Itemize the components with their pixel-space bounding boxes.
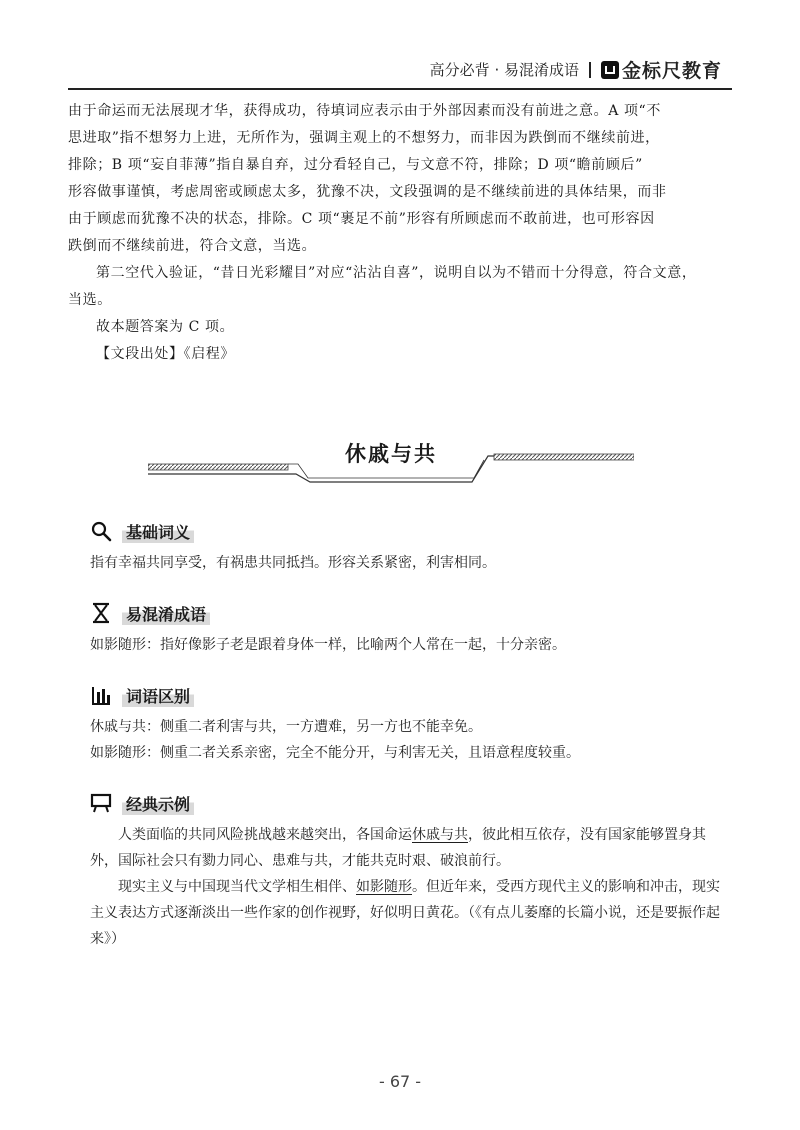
example-text: 。但近年来，受西方现代主义的影响和冲击，现实主义表达方式逐渐淡出一些作家的创作视野，好似明日黄花。（《有点儿萎靡的长篇小说，还是要振作起来》） — [90, 879, 720, 947]
basic-meaning-text: 指有幸福共同享受，有祸患共同抵挡。形容关系紧密，利害相同。 — [90, 555, 496, 571]
section-confusable-idiom — [90, 600, 730, 658]
magnifier-icon — [90, 520, 112, 542]
example-paragraph — [90, 874, 730, 952]
header-title: 高分必背 · 易混淆成语 — [429, 61, 579, 79]
section-heading — [90, 682, 730, 708]
explanation-line: 思进取”指不想努力上进，无所作为，强调主观上的不想努力，而非因为跌倒而不继续前进， — [68, 130, 660, 146]
section-title: 词语区别 — [122, 684, 194, 707]
idiom-title-banner — [148, 434, 634, 490]
brand-name: 金标尺教育 — [621, 60, 722, 82]
section-heading — [90, 518, 730, 544]
example-term: 休戚与共 — [412, 827, 468, 843]
explanation-block — [68, 98, 732, 368]
answer-line: 故本题答案为 C 项。 — [96, 319, 235, 335]
explanation-line: 跌倒而不继续前进，符合文意，当选。 — [68, 238, 317, 254]
brand-logo — [601, 56, 722, 83]
page-header — [430, 56, 722, 83]
section-heading — [90, 790, 730, 816]
section-title: 基础词义 — [122, 520, 194, 543]
easel-icon — [90, 792, 112, 814]
brand-logo-icon — [601, 61, 619, 79]
hourglass-icon — [90, 602, 112, 624]
section-body — [90, 714, 730, 766]
explanation-line: 排除；B 项“妄自菲薄”指自暴自弃，过分看轻自己，与文意不符，排除；D 项“瞻前顾后” — [68, 157, 643, 173]
section-heading — [90, 600, 730, 626]
example-text: 人类面临的共同风险挑战越来越突出，各国命运 — [118, 827, 412, 843]
section-body — [90, 822, 730, 952]
example-paragraph — [90, 822, 730, 874]
section-title: 经典示例 — [122, 792, 194, 815]
section-classic-example — [90, 790, 730, 952]
second-blank-line: 当选。 — [68, 292, 112, 308]
source-line: 【文段出处】《启程》 — [96, 346, 235, 362]
idiom-title: 休戚与共 — [345, 441, 437, 466]
section-title: 易混淆成语 — [122, 602, 210, 625]
difference-line: 如影随形：侧重二者关系亲密，完全不能分开，与利害无关，且语意程度较重。 — [90, 745, 580, 761]
bar-chart-icon — [90, 684, 112, 706]
header-divider — [589, 62, 591, 78]
explanation-line: 形容做事谨慎，考虑周密或顾虑太多，犹豫不决，文段强调的是不继续前进的具体结果，而非 — [68, 184, 667, 200]
section-basic-meaning — [90, 518, 730, 576]
confusable-idiom-text: 如影随形：指好像影子老是跟着身体一样，比喻两个人常在一起，十分亲密。 — [90, 637, 566, 653]
section-word-difference — [90, 682, 730, 766]
difference-line: 休戚与共：侧重二者利害与共，一方遭难，另一方也不能幸免。 — [90, 719, 482, 735]
second-blank-line: 第二空代入验证，“昔日光彩耀目”对应“沾沾自喜”，说明自以为不错而十分得意，符合文意， — [96, 265, 697, 281]
example-text: ，彼此相互依存，没有国家能够置身其外，国际社会只有勠力同心、患难与共，才能共克时艰、破浪前行。 — [90, 827, 706, 869]
explanation-line: 由于命运而无法展现才华，获得成功，待填词应表示由于外部因素而没有前进之意。A 项“不 — [68, 103, 661, 119]
header-rule — [68, 88, 732, 90]
explanation-line: 由于顾虑而犹豫不决的状态，排除。C 项“裹足不前”形容有所顾虑而不敢前进，也可形容因 — [68, 211, 655, 227]
section-body — [90, 632, 730, 658]
section-body — [90, 550, 730, 576]
page-number: - 67 - — [378, 1072, 422, 1091]
example-term: 如影随形 — [356, 879, 412, 895]
example-text: 现实主义与中国现当代文学相生相伴、 — [118, 879, 356, 895]
